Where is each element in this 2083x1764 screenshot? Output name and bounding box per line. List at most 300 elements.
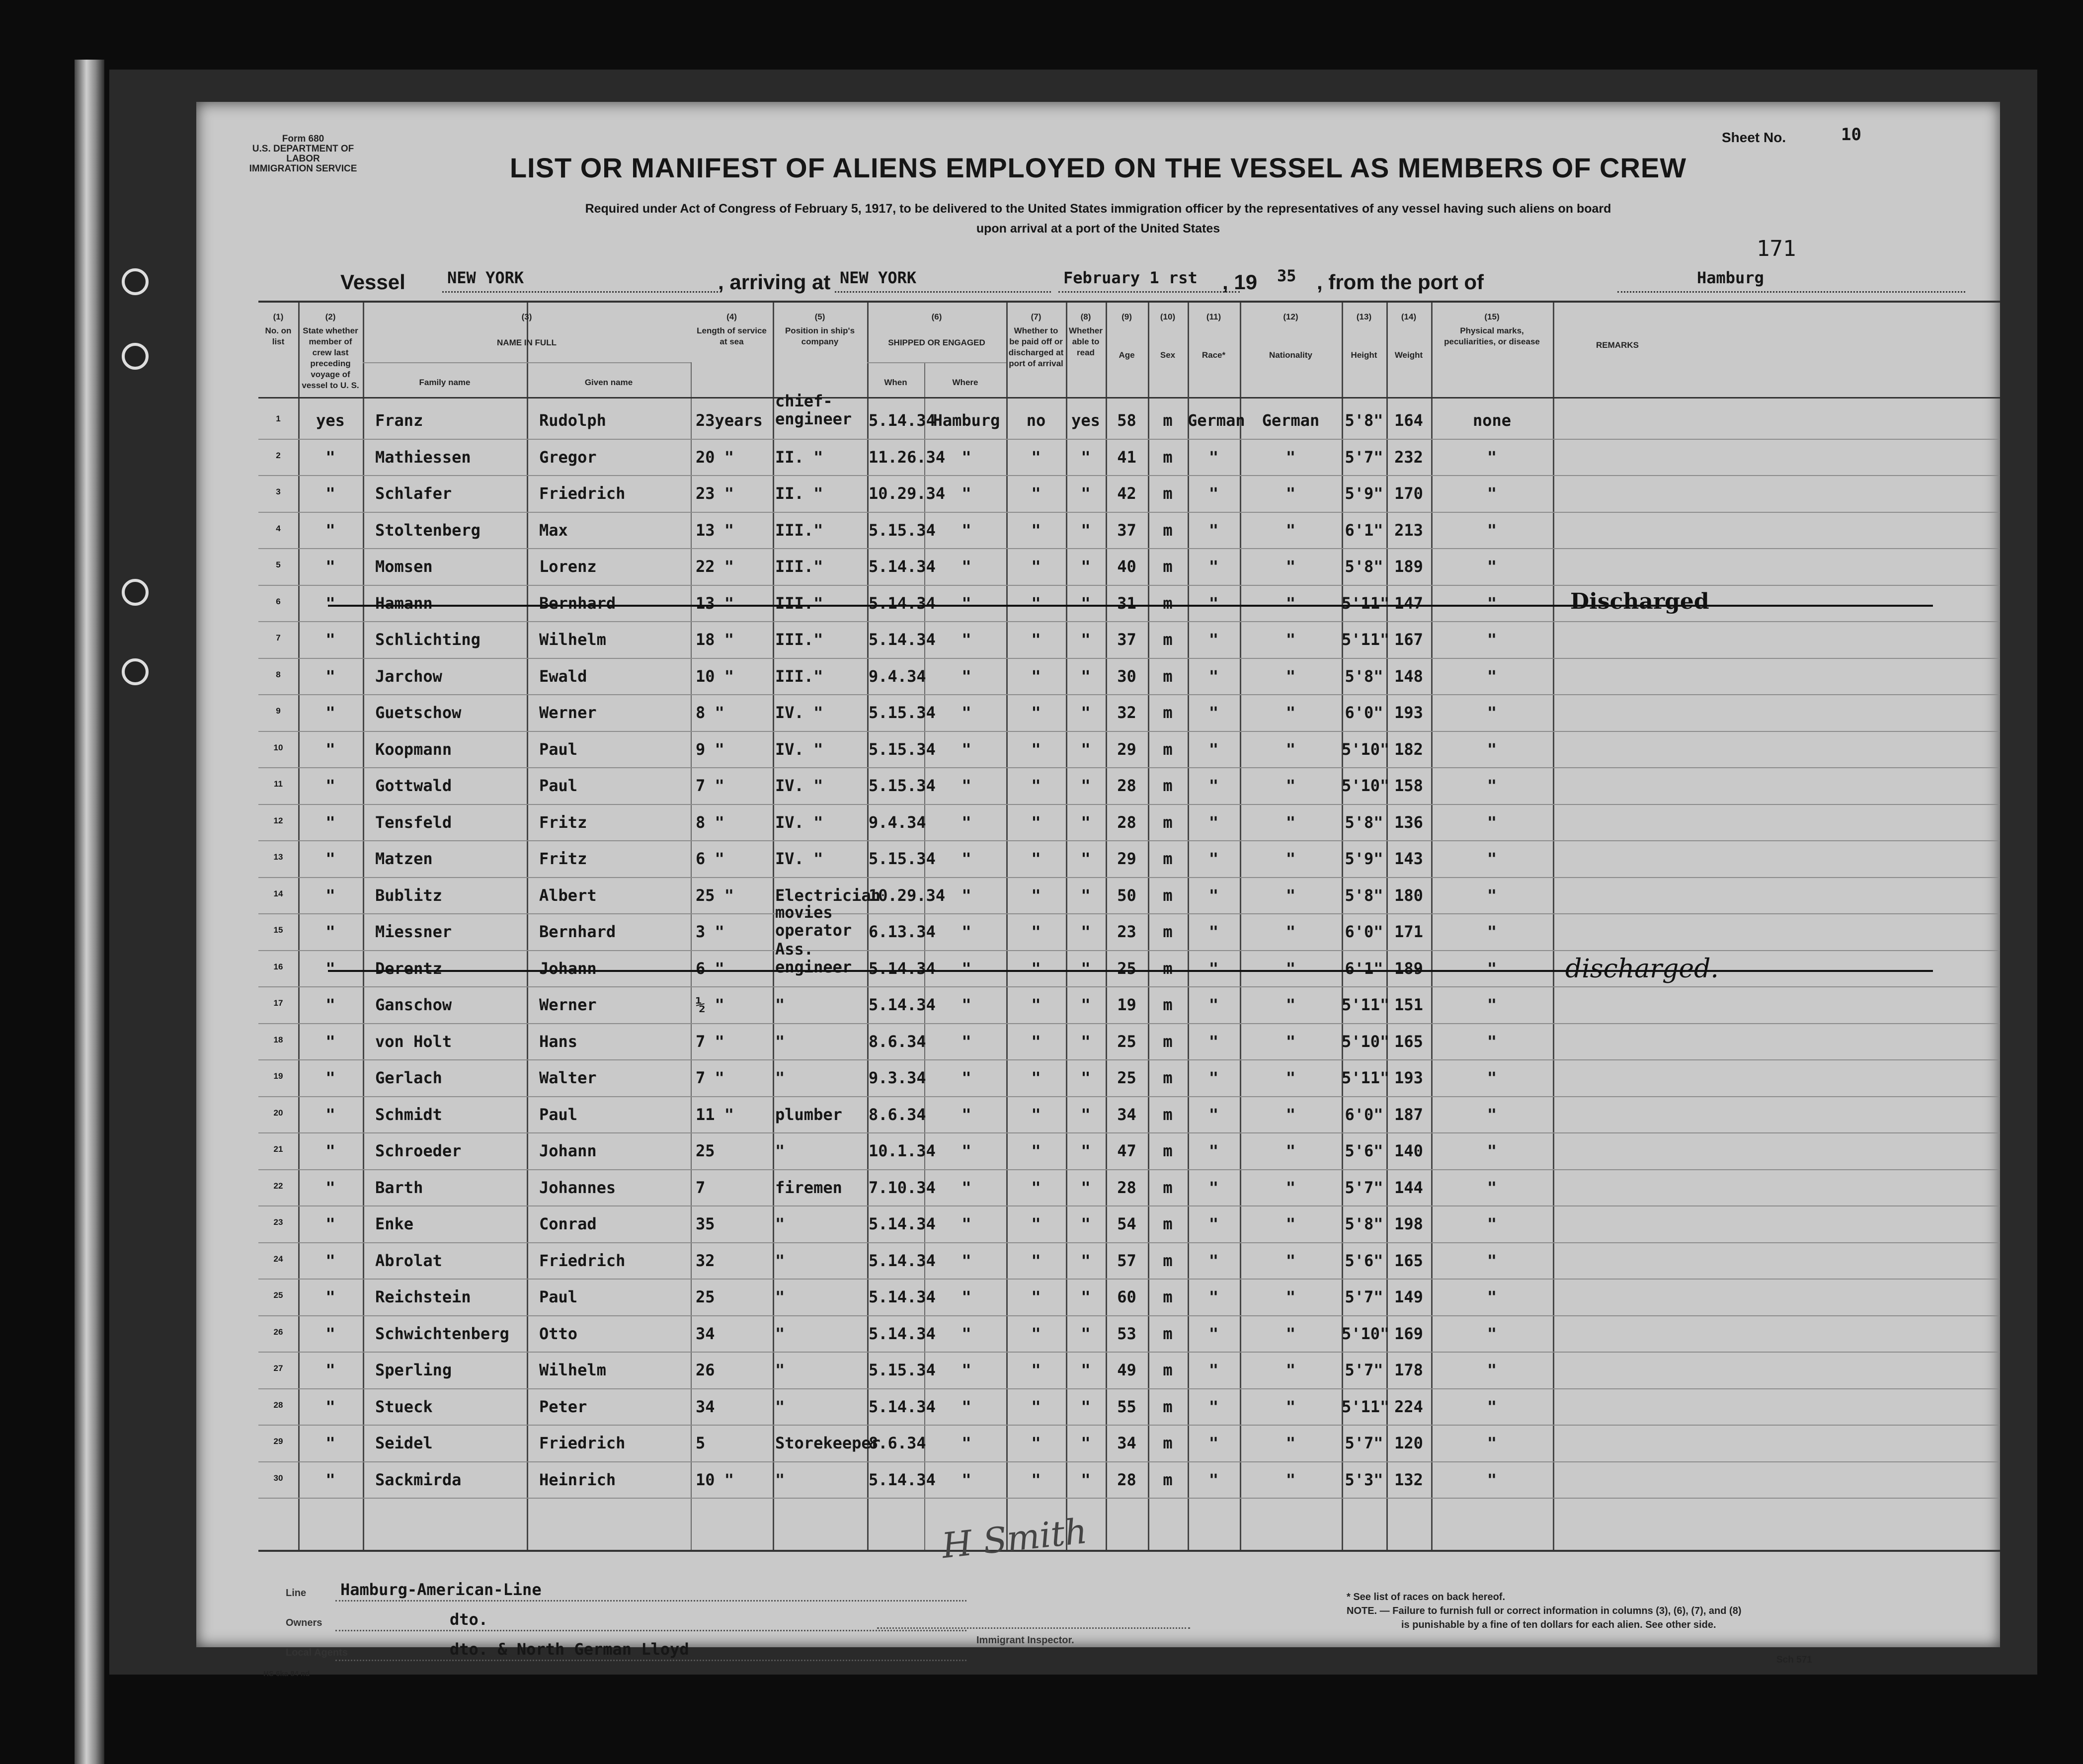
cell-paid: ": [1031, 630, 1041, 649]
cell-no: 14: [273, 888, 283, 898]
inspector-underline: [877, 1627, 1190, 1629]
row-divider: [258, 1461, 2000, 1462]
cell-paid: ": [1031, 885, 1041, 905]
cell-no: 23: [273, 1217, 283, 1227]
cell-where: ": [961, 447, 971, 467]
cell-service: 32: [696, 1251, 715, 1270]
header-remarks: REMARKS: [1596, 340, 1639, 350]
cell-when: 5.14.34: [869, 593, 936, 613]
cell-age: 60: [1117, 1287, 1136, 1306]
cell-where: ": [961, 630, 971, 649]
cell-read: ": [1081, 484, 1091, 503]
header-name-in-full: NAME IN FULL: [497, 338, 557, 347]
binder-ring: [122, 579, 149, 606]
cell-service: 25 ": [696, 885, 734, 905]
cell-sex: m: [1163, 593, 1173, 613]
cell-sex: m: [1163, 1214, 1173, 1233]
cell-where: ": [961, 520, 971, 540]
cell-read: ": [1081, 1178, 1091, 1197]
cell-race: ": [1208, 776, 1219, 795]
cell-age: 41: [1117, 447, 1136, 467]
cell-prev: ": [325, 885, 335, 905]
cell-weight: 167: [1394, 630, 1423, 649]
subheader-divider: [867, 362, 1006, 363]
cell-when: 5.15.34: [869, 849, 936, 868]
cell-position: IV. ": [775, 812, 823, 832]
cell-age: 31: [1117, 593, 1136, 613]
cell-prev: ": [325, 703, 335, 722]
arrival-date-underline: [1058, 291, 1240, 293]
cell-service: 25: [696, 1141, 715, 1160]
cell-family: von Holt: [375, 1032, 452, 1051]
cell-marks: ": [1487, 1434, 1497, 1452]
cell-no: 19: [273, 1071, 283, 1081]
cell-marks: ": [1487, 1178, 1497, 1197]
cell-service: 18 ": [696, 630, 734, 649]
cell-position: firemen: [775, 1178, 842, 1197]
header-position: Position in ship's company: [785, 326, 855, 346]
row-divider: [258, 804, 2000, 805]
cell-when: 5.14.34: [869, 1397, 936, 1416]
cell-nat: ": [1285, 630, 1296, 649]
cell-height: 5'3": [1345, 1470, 1383, 1489]
row-divider: [258, 1059, 2000, 1060]
cell-no: 15: [273, 925, 283, 935]
row-divider: [258, 1169, 2000, 1170]
cell-marks: ": [1487, 995, 1497, 1014]
cell-given: Johann: [539, 959, 597, 978]
cell-no: 17: [273, 998, 283, 1008]
cell-marks: ": [1487, 1068, 1497, 1087]
header-sex: Sex: [1160, 350, 1176, 360]
cell-nat: ": [1285, 520, 1296, 540]
cell-when: 9.3.34: [869, 1068, 926, 1087]
cell-age: 53: [1117, 1324, 1136, 1343]
cell-position: III.": [775, 520, 823, 540]
row-divider: [258, 1498, 2000, 1499]
cell-no: 2: [276, 450, 281, 460]
cell-race: ": [1208, 703, 1219, 722]
row-divider: [258, 475, 2000, 476]
cell-read: ": [1081, 1141, 1091, 1160]
cell-family: Reichstein: [375, 1287, 471, 1306]
cell-where: ": [961, 1287, 971, 1306]
cell-nat: German: [1262, 411, 1320, 430]
cell-family: Matzen: [375, 849, 433, 868]
cell-given: Max: [539, 520, 568, 540]
cell-age: 25: [1117, 959, 1136, 978]
penalty-note-2: is punishable by a fine of ten dollars for each alien. See other side.: [1401, 1619, 1716, 1630]
cell-where: ": [961, 1361, 971, 1379]
cell-read: ": [1081, 1214, 1091, 1233]
cell-marks: ": [1487, 703, 1497, 722]
cell-position: ": [775, 1214, 785, 1233]
cell-prev: ": [325, 1214, 335, 1233]
cell-where: ": [961, 484, 971, 503]
cell-prev: ": [325, 1324, 335, 1343]
cell-marks: ": [1487, 849, 1497, 868]
cell-position: ": [775, 1032, 785, 1051]
cell-prev: ": [325, 1032, 335, 1051]
cell-service: 13 ": [696, 520, 734, 540]
cell-read: ": [1081, 1470, 1091, 1489]
cell-weight: 140: [1394, 1141, 1423, 1160]
cell-prev: ": [325, 1434, 335, 1452]
header-age-num: (9): [1122, 312, 1132, 321]
cell-position: III.": [775, 666, 823, 686]
cell-family: Gottwald: [375, 776, 452, 795]
cell-service: 22 ": [696, 557, 734, 576]
cell-height: 5'9": [1345, 849, 1383, 868]
cell-when: 5.14.34: [869, 959, 936, 978]
cell-height: 5'7": [1345, 1361, 1383, 1379]
cell-position: ": [775, 1287, 785, 1306]
cell-family: Derentz: [375, 959, 442, 978]
cell-height: 5'6": [1345, 1141, 1383, 1160]
cell-when: 5.15.34: [869, 520, 936, 540]
header-race-num: (11): [1206, 312, 1221, 321]
cell-family: Hamann: [375, 593, 433, 613]
cell-age: 28: [1117, 1470, 1136, 1489]
cell-given: Friedrich: [539, 1434, 626, 1452]
cell-nat: ": [1285, 1324, 1296, 1343]
cell-age: 32: [1117, 703, 1136, 722]
cell-prev: yes: [316, 411, 345, 430]
cell-height: 5'8": [1345, 885, 1383, 905]
cell-position: ": [775, 1141, 785, 1160]
cell-nat: ": [1285, 1434, 1296, 1452]
cell-height: 5'8": [1345, 1214, 1383, 1233]
service: IMMIGRATION SERVICE: [249, 163, 357, 174]
cell-nat: ": [1285, 593, 1296, 613]
row-divider: [258, 1023, 2000, 1024]
cell-given: Werner: [539, 703, 597, 722]
cell-age: 50: [1117, 885, 1136, 905]
cell-weight: 147: [1394, 593, 1423, 613]
cell-sex: m: [1163, 1324, 1173, 1343]
cell-weight: 169: [1394, 1324, 1423, 1343]
cell-height: 6'0": [1345, 703, 1383, 722]
cell-sex: m: [1163, 630, 1173, 649]
cell-age: 57: [1117, 1251, 1136, 1270]
cell-age: 47: [1117, 1141, 1136, 1160]
cell-where: ": [961, 812, 971, 832]
cell-where: ": [961, 959, 971, 978]
page-subtitle: [196, 199, 2000, 239]
cell-weight: 232: [1394, 447, 1423, 467]
cell-age: 29: [1117, 739, 1136, 759]
cell-family: Schlafer: [375, 484, 452, 503]
vessel-name: NEW YORK: [447, 268, 524, 287]
header-weight-num: (14): [1401, 312, 1417, 321]
cell-position: ": [775, 1470, 785, 1489]
cell-prev: ": [325, 812, 335, 832]
vessel-label: Vessel: [340, 270, 405, 294]
cell-nat: ": [1285, 776, 1296, 795]
vessel-line: [340, 268, 1980, 298]
binder-ring: [122, 343, 149, 370]
cell-height: 6'0": [1345, 1105, 1383, 1124]
cell-family: Ganschow: [375, 995, 452, 1014]
cell-paid: ": [1031, 1361, 1041, 1379]
cell-sex: m: [1163, 557, 1173, 576]
cell-when: 10.29.34: [869, 484, 946, 503]
cell-position: Ass. engineer: [775, 939, 852, 976]
cell-prev: ": [325, 666, 335, 686]
cell-weight: 180: [1394, 885, 1423, 905]
cell-given: Conrad: [539, 1214, 597, 1233]
cell-read: ": [1081, 1397, 1091, 1416]
cell-sex: m: [1163, 1178, 1173, 1197]
stamp-number: 171: [1757, 236, 1796, 261]
cell-family: Mathiessen: [375, 447, 471, 467]
cell-service: 35: [696, 1214, 715, 1233]
cell-position: III.": [775, 630, 823, 649]
owners-underline: [335, 1630, 966, 1631]
cell-paid: ": [1031, 1214, 1041, 1233]
cell-given: Bernhard: [539, 593, 616, 613]
cell-when: 5.14.34: [869, 557, 936, 576]
cell-paid: ": [1031, 484, 1041, 503]
cell-weight: 144: [1394, 1178, 1423, 1197]
cell-prev: ": [325, 995, 335, 1014]
cell-given: Johann: [539, 1141, 597, 1160]
cell-given: Heinrich: [539, 1470, 616, 1489]
cell-when: 8.6.34: [869, 1105, 926, 1124]
sheet-number: 10: [1841, 125, 1861, 145]
cell-where: ": [961, 1324, 971, 1343]
cell-service: 10 ": [696, 666, 734, 686]
cell-service: 6 ": [696, 849, 724, 868]
cell-service: 23years: [696, 411, 763, 430]
cell-race: ": [1208, 1032, 1219, 1051]
cell-where: ": [961, 1251, 971, 1270]
cell-family: Guetschow: [375, 703, 462, 722]
cell-nat: ": [1285, 812, 1296, 832]
cell-read: ": [1081, 630, 1091, 649]
cell-height: 5'10": [1342, 776, 1390, 795]
cell-service: 5: [696, 1434, 706, 1452]
cell-nat: ": [1285, 959, 1296, 978]
cell-read: ": [1081, 666, 1091, 686]
cell-sex: m: [1163, 1068, 1173, 1087]
cell-no: 28: [273, 1400, 283, 1410]
cell-sex: m: [1163, 995, 1173, 1014]
cell-race: ": [1208, 447, 1219, 467]
cell-race: ": [1208, 1397, 1219, 1416]
row-divider: [258, 1315, 2000, 1316]
cell-position: IV. ": [775, 703, 823, 722]
subtitle-line-1: Required under Act of Congress of February 5, 1917, to be delivered to the United States immigration officer by the representatives of any vessel having such aliens on board: [585, 202, 1611, 216]
cell-prev: ": [325, 1178, 335, 1197]
cell-service: 8 ": [696, 812, 724, 832]
cell-position: ": [775, 1068, 785, 1087]
cell-weight: 165: [1394, 1251, 1423, 1270]
cell-height: 5'9": [1345, 484, 1383, 503]
vessel-name-underline: [442, 291, 718, 293]
row-divider: [258, 1352, 2000, 1353]
cell-service: 7: [696, 1178, 706, 1197]
cell-no: 24: [273, 1254, 283, 1264]
cell-marks: ": [1487, 1141, 1497, 1160]
cell-sex: m: [1163, 520, 1173, 540]
cell-prev: ": [325, 1361, 335, 1379]
cell-family: Momsen: [375, 557, 433, 576]
cell-position: IV. ": [775, 739, 823, 759]
cell-age: 28: [1117, 776, 1136, 795]
cell-height: 5'11": [1342, 1068, 1390, 1087]
cell-sex: m: [1163, 1287, 1173, 1306]
cell-no: 10: [273, 742, 283, 752]
cell-service: 6 ": [696, 959, 724, 978]
cell-nat: ": [1285, 666, 1296, 686]
header-position-num: (5): [814, 312, 825, 321]
cell-read: ": [1081, 1361, 1091, 1379]
header-nationality-num: (12): [1283, 312, 1298, 321]
sheet-number-label: Sheet No.: [1722, 130, 1786, 145]
cell-where: ": [961, 1105, 971, 1124]
year-suffix: 35: [1277, 266, 1296, 285]
cell-paid: ": [1031, 1287, 1041, 1306]
cell-where: ": [961, 703, 971, 722]
cell-paid: ": [1031, 1434, 1041, 1452]
binder-edge: [75, 60, 104, 1764]
cell-marks: ": [1487, 484, 1497, 503]
cell-marks: ": [1487, 959, 1497, 978]
cell-weight: 132: [1394, 1470, 1423, 1489]
arriving-port: NEW YORK: [840, 268, 917, 287]
cell-height: 5'7": [1345, 447, 1383, 467]
cell-nat: ": [1285, 1105, 1296, 1124]
cell-service: 8 ": [696, 703, 724, 722]
department: U.S. DEPARTMENT OF LABOR: [252, 144, 354, 164]
cell-race: ": [1208, 1214, 1219, 1233]
header-paid-off-num: (7): [1031, 312, 1042, 321]
print-code: HS 6ka 84 nd: [263, 1670, 310, 1678]
cell-marks: ": [1487, 739, 1497, 759]
cell-height: 6'1": [1345, 959, 1383, 978]
cell-race: ": [1208, 922, 1219, 941]
cell-given: Fritz: [539, 849, 587, 868]
cell-no: 5: [276, 560, 281, 569]
cell-position: IV. ": [775, 849, 823, 868]
row-divider: [258, 1279, 2000, 1280]
cell-prev: ": [325, 1287, 335, 1306]
cell-prev: ": [325, 484, 335, 503]
cell-service: 10 ": [696, 1470, 734, 1489]
row-divider: [258, 1242, 2000, 1243]
cell-sex: m: [1163, 1397, 1173, 1416]
cell-no: 21: [273, 1144, 283, 1154]
cell-no: 16: [273, 962, 283, 971]
cell-read: ": [1081, 447, 1091, 467]
line-underline: [335, 1600, 966, 1602]
cell-family: Gerlach: [375, 1068, 442, 1087]
cell-family: Enke: [375, 1214, 414, 1233]
cell-prev: ": [325, 557, 335, 576]
cell-prev: ": [325, 739, 335, 759]
cell-marks: ": [1487, 666, 1497, 686]
cell-family: Schroeder: [375, 1141, 462, 1160]
cell-position: chief- engineer: [775, 392, 852, 428]
cell-marks: ": [1487, 885, 1497, 905]
cell-marks: ": [1487, 593, 1497, 613]
cell-height: 5'7": [1345, 1434, 1383, 1452]
cell-age: 37: [1117, 520, 1136, 540]
cell-marks: ": [1487, 1032, 1497, 1051]
cell-prev: ": [325, 1470, 335, 1489]
row-divider: [258, 694, 2000, 695]
cell-age: 25: [1117, 1032, 1136, 1051]
cell-given: Rudolph: [539, 411, 606, 430]
cell-height: 5'10": [1342, 1324, 1390, 1343]
cell-paid: ": [1031, 703, 1041, 722]
cell-where: ": [961, 776, 971, 795]
cell-weight: 158: [1394, 776, 1423, 795]
cell-nat: ": [1285, 1032, 1296, 1051]
row-divider: [258, 1388, 2000, 1389]
cell-race: ": [1208, 885, 1219, 905]
cell-prev: ": [325, 1068, 335, 1087]
cell-read: ": [1081, 1251, 1091, 1270]
cell-paid: ": [1031, 593, 1041, 613]
cell-weight: 148: [1394, 666, 1423, 686]
cell-sex: m: [1163, 447, 1173, 467]
row-divider: [258, 877, 2000, 878]
cell-no: 1: [276, 414, 281, 423]
cell-given: Lorenz: [539, 557, 597, 576]
cell-weight: 193: [1394, 1068, 1423, 1087]
cell-prev: ": [325, 520, 335, 540]
cell-given: Fritz: [539, 812, 587, 832]
cell-marks: ": [1487, 1397, 1497, 1416]
cell-family: Miessner: [375, 922, 452, 941]
cell-paid: ": [1031, 520, 1041, 540]
cell-no: 4: [276, 523, 281, 533]
header-length-service: Length of service at sea: [697, 326, 767, 346]
cell-service: 9 ": [696, 739, 724, 759]
row-divider: [258, 731, 2000, 732]
cell-race: ": [1208, 630, 1219, 649]
header-nationality: Nationality: [1269, 350, 1312, 360]
cell-nat: ": [1285, 484, 1296, 503]
cell-race: German: [1188, 411, 1245, 430]
column-divider: [691, 362, 692, 1550]
cell-position: plumber: [775, 1105, 842, 1124]
owners-value: dto.: [450, 1610, 488, 1629]
column-divider: [773, 303, 774, 1550]
cell-sex: m: [1163, 1141, 1173, 1160]
cell-service: 7 ": [696, 1068, 724, 1087]
cell-height: 5'11": [1342, 593, 1390, 613]
cell-sex: m: [1163, 1434, 1173, 1452]
cell-no: 12: [273, 815, 283, 825]
cell-service: 23 ": [696, 484, 734, 503]
cell-race: ": [1208, 1068, 1219, 1087]
cell-read: ": [1081, 739, 1091, 759]
cell-age: 29: [1117, 849, 1136, 868]
cell-given: Gregor: [539, 447, 597, 467]
cell-height: 5'7": [1345, 1178, 1383, 1197]
cell-when: 5.14.34: [869, 1470, 936, 1489]
cell-height: 6'1": [1345, 520, 1383, 540]
cell-where: ": [961, 557, 971, 576]
cell-sex: m: [1163, 1105, 1173, 1124]
cell-read: ": [1081, 995, 1091, 1014]
cell-where: Hamburg: [933, 411, 1000, 430]
crew-manifest-table: [258, 301, 2000, 1552]
row-divider: [258, 950, 2000, 951]
